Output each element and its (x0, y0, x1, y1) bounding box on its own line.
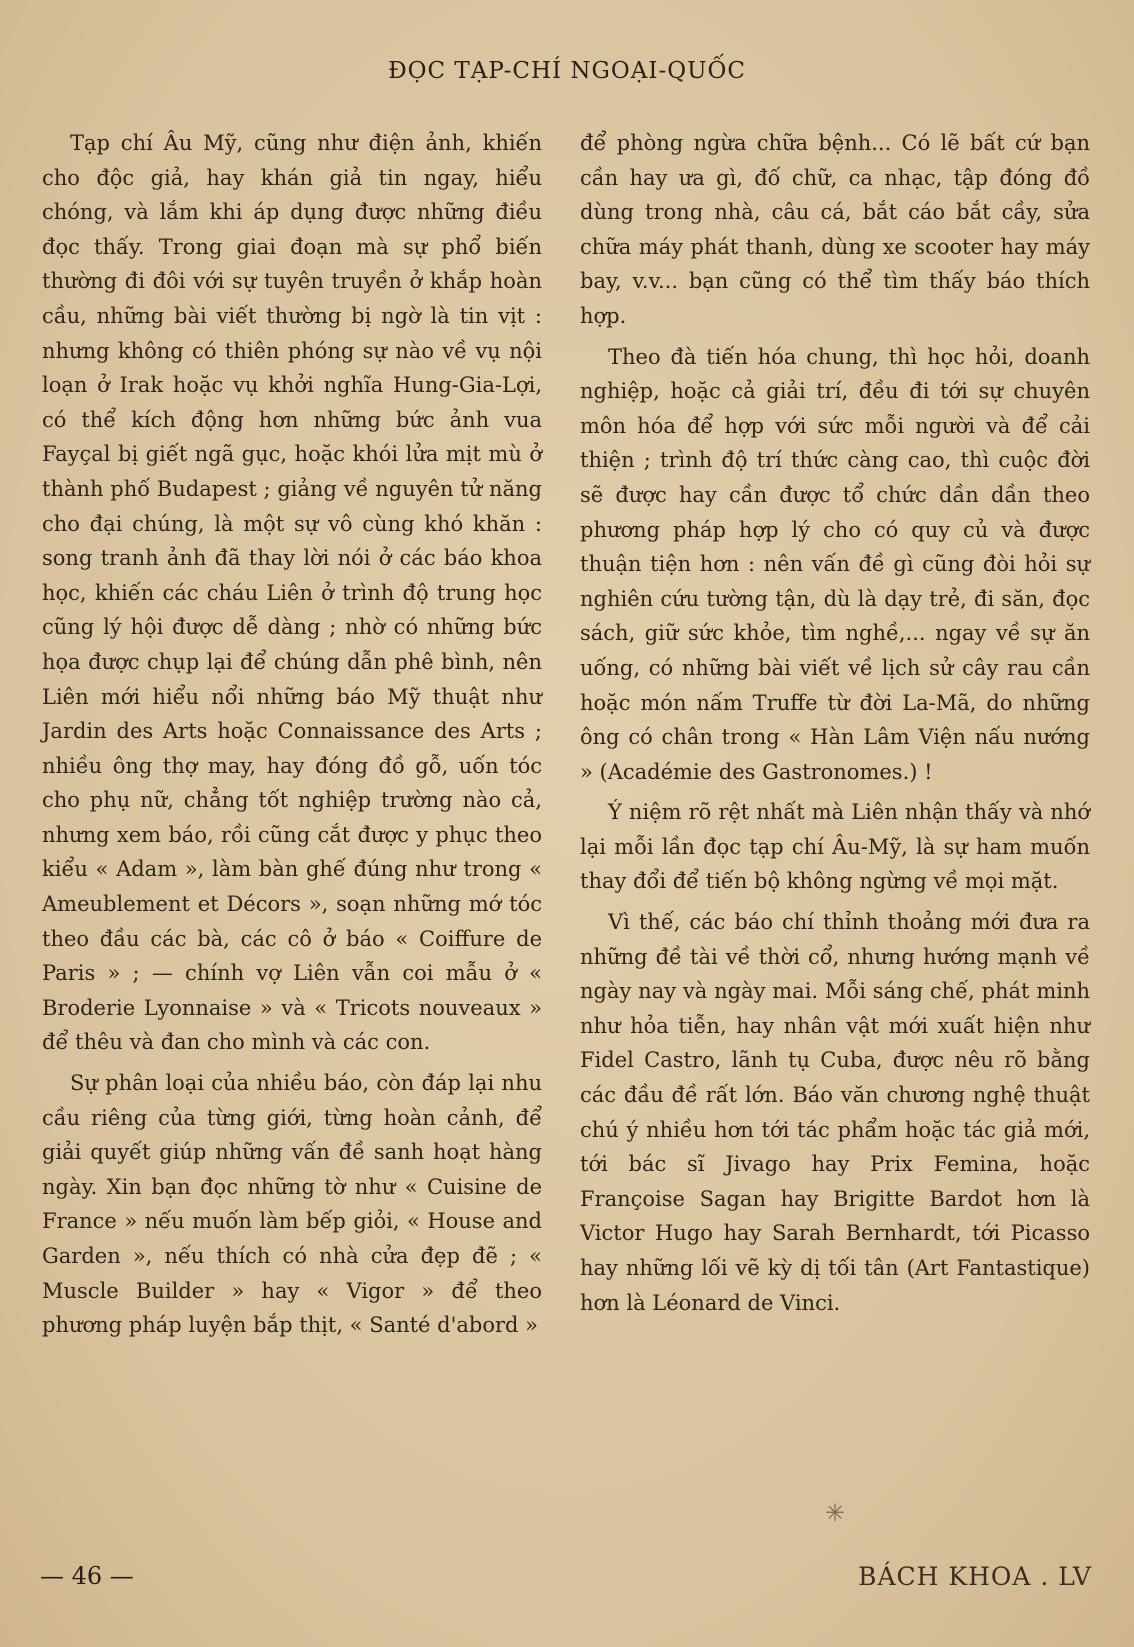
journal-name: BÁCH KHOA . LV (858, 1562, 1092, 1591)
paragraph: Theo đà tiến hóa chung, thì học hỏi, doanh nghiệp, hoặc cả giải trí, đều đi tới sự chuyên môn hóa để hợp với sức mỗi người và để cải thiện ; trình độ trí thức càng cao, thì cuộc đời sẽ được hay cần được tổ chức dần dần theo phương pháp hợp lý cho có quy củ và được thuận tiện hơn : nên vấn đề gì cũng đòi hỏi sự nghiên cứu tường tận, dù là dạy trẻ, đi săn, đọc sách, giữ sức khỏe, tìm nghề,... ngay về sự ăn uống, có những bài viết về lịch sử cây rau cần hoặc món nấm Truffe từ đời La-Mã, do những ông có chân trong « Hàn Lâm Viện nấu nướng » (Académie des Gastronomes.) ! (580, 344, 1090, 784)
paragraph: Tạp chí Âu Mỹ, cũng như điện ảnh, khiến cho độc giả, hay khán giả tin ngay, hiểu chóng, và lắm khi áp dụng được những điều đọc thấy. Trong giai đoạn mà sự phổ biến thường đi đôi với sự tuyên truyền ở khắp hoàn cầu, những bài viết thường bị ngờ là tin vịt : nhưng không có thiên phóng sự nào về vụ nội loạn ở Irak hoặc vụ khởi nghĩa Hung-Gia-Lợi, có thể kích động hơn những bức ảnh vua Fayçal bị giết ngã gục, hoặc khói lửa mịt mù ở thành phố Budapest ; giảng về nguyên tử năng cho đại chúng, là một sự vô cùng khó khăn : song tranh ảnh đã thay lời nói ở các báo khoa học, khiến các cháu Liên ở trình độ trung học cũng lý hội được dễ dàng ; nhờ có những bức họa được chụp lại để chúng dẫn phê bình, nên Liên mới hiểu nổi những báo Mỹ thuật như Jardin des Arts hoặc Connaissance des Arts ; nhiều ông thợ may, hay đóng đồ gỗ, uốn tóc cho phụ nữ, chẳng tốt nghiệp trường nào cả, nhưng xem báo, rồi cũng cắt được y phục theo kiểu « Adam », làm bàn ghế đúng như trong « Ameublement et Décors », soạn những mớ tóc theo đầu các bà, các cô ở báo « Coiffure de Paris » ; — chính vợ Liên vẫn coi mẫu ở « Broderie Lyonnaise » và « Tricots nouveaux » để thêu và đan cho mình và các con. (42, 131, 542, 1055)
paragraph-continued: để phòng ngừa chữa bệnh... Có lẽ bất cứ bạn cần hay ưa gì, đố chữ, ca nhạc, tập đóng đồ dùng trong nhà, câu cá, bắt cáo bắt cầy, sửa chữa máy phát thanh, dùng xe scooter hay máy bay, v.v... bạn cũng có thể tìm thấy báo thích hợp. (580, 131, 1090, 328)
page-number: — 46 — (40, 1562, 134, 1590)
paragraph: Vì thế, các báo chí thỉnh thoảng mới đưa ra những đề tài về thời cổ, nhưng hướng mạnh về ngày nay và ngày mai. Mỗi sáng chế, phát minh như hỏa tiễn, hay nhân vật mới xuất hiện như Fidel Castro, lãnh tụ Cuba, được nêu rõ bằng các đầu đề rất lớn. Báo văn chương nghệ thuật chú ý nhiều hơn tới tác phẩm hoặc tác giả mới, tới bác sĩ Jivago hay Prix Femina, hoặc Françoise Sagan hay Brigitte Bardot hơn là Victor Hugo hay Sarah Bernhardt, tới Picasso hay những lối vẽ kỳ dị tối tân (Art Fantastique) hơn là Léonard de Vinci. (580, 910, 1090, 1315)
running-head: ĐỌC TẠP-CHÍ NGOẠI-QUỐC (388, 58, 746, 84)
asterisk-ornament-icon: ✳ (824, 1499, 846, 1527)
right-column (580, 126, 1090, 1326)
left-column (42, 126, 542, 1349)
paragraph: Sự phân loại của nhiều báo, còn đáp lại nhu cầu riêng của từng giới, từng hoàn cảnh, để giải quyết giúp những vấn đề sanh hoạt hàng ngày. Xin bạn đọc những tờ như « Cuisine de France » nếu muốn làm bếp giỏi, « House and Garden », nếu thích có nhà cửa đẹp đẽ ; « Muscle Builder » hay « Vigor » để theo phương pháp luyện bắp thịt, « Santé d'abord » (42, 1071, 542, 1338)
paragraph: Ý niệm rõ rệt nhất mà Liên nhận thấy và nhớ lại mỗi lần đọc tạp chí Âu-Mỹ, là sự ham muốn thay đổi để tiến bộ không ngừng về mọi mặt. (580, 800, 1090, 894)
